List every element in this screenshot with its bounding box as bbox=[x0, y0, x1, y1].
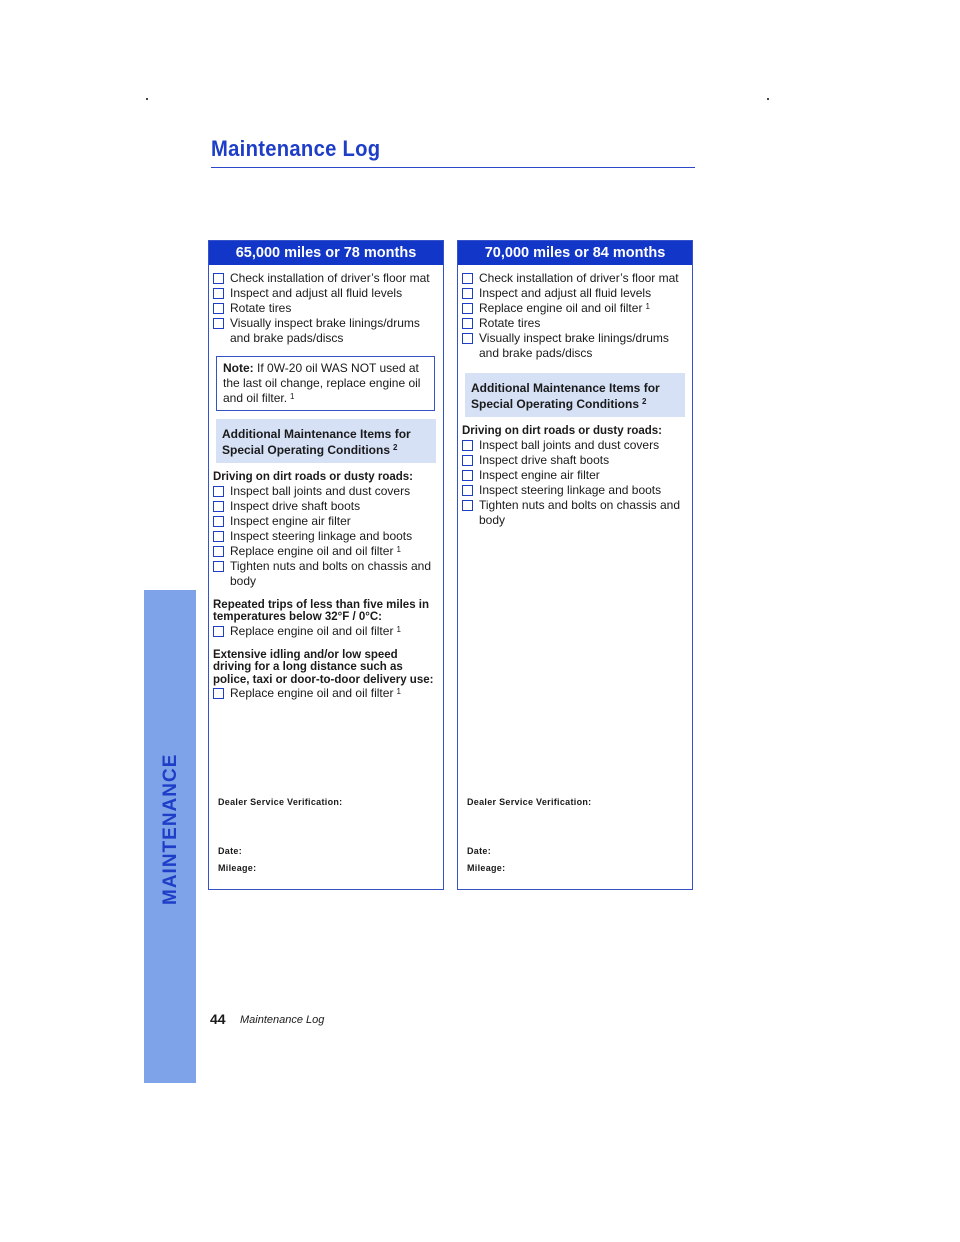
checklist-item bbox=[462, 271, 688, 286]
page-caption: Maintenance Log bbox=[240, 1014, 325, 1026]
checkbox-square-icon[interactable] bbox=[213, 303, 224, 314]
box-body bbox=[209, 265, 443, 701]
date-label: Date: bbox=[467, 846, 492, 856]
checklist-item-text: Replace engine oil and oil filter bbox=[230, 686, 394, 700]
checklist-item-text: Check installation of driver’s floor mat bbox=[230, 271, 430, 285]
maintenance-box-65000 bbox=[208, 240, 444, 890]
page-title: Maintenance Log bbox=[211, 136, 381, 161]
additional-line-1: Additional Maintenance Items for bbox=[222, 427, 411, 441]
checklist-item-text: Inspect engine air filter bbox=[230, 513, 351, 528]
additional-items-banner bbox=[465, 373, 685, 417]
checklist-item-text: Inspect and adjust all fluid levels bbox=[479, 286, 652, 300]
checklist-item-text: Replace engine oil and oil filter bbox=[230, 543, 394, 558]
checkbox-square-icon[interactable] bbox=[213, 486, 224, 497]
box-header: 70,000 miles or 84 months bbox=[458, 241, 692, 265]
checklist-item bbox=[462, 316, 688, 331]
checklist-item bbox=[213, 271, 439, 286]
additional-items-banner bbox=[216, 419, 436, 463]
title-divider bbox=[211, 167, 695, 168]
maintenance-box-70000 bbox=[457, 240, 693, 890]
checklist-item-text: Visually inspect brake linings/drums and brake pads/discs bbox=[479, 331, 669, 360]
footnote-ref: 1 bbox=[396, 624, 401, 634]
checkbox-square-icon[interactable] bbox=[213, 546, 224, 557]
checklist-item bbox=[462, 286, 688, 301]
checklist-item bbox=[462, 438, 688, 453]
condition-checklist bbox=[213, 686, 439, 701]
checklist-item bbox=[213, 686, 439, 701]
crop-mark-left bbox=[146, 98, 148, 100]
checkbox-square-icon[interactable] bbox=[462, 485, 473, 496]
condition-heading: Driving on dirt roads or dusty roads: bbox=[462, 425, 662, 437]
checklist-item bbox=[213, 316, 439, 346]
checkbox-square-icon[interactable] bbox=[213, 626, 224, 637]
checklist-item-text: Inspect steering linkage and boots bbox=[479, 482, 662, 497]
checkbox-square-icon[interactable] bbox=[213, 561, 224, 572]
checkbox-square-icon[interactable] bbox=[213, 501, 224, 512]
footnote-ref: 1 bbox=[396, 544, 401, 554]
checklist-item-text: Inspect and adjust all fluid levels bbox=[230, 286, 403, 300]
footnote-ref: 1 bbox=[290, 392, 295, 401]
date-label: Date: bbox=[218, 846, 243, 856]
checklist-item-text: Inspect drive shaft boots bbox=[479, 452, 610, 467]
checkbox-square-icon[interactable] bbox=[213, 531, 224, 542]
dealer-verification-label: Dealer Service Verification: bbox=[467, 797, 592, 807]
checklist-item bbox=[213, 286, 439, 301]
checklist-item-text: Inspect drive shaft boots bbox=[230, 498, 361, 513]
checklist-item bbox=[213, 544, 439, 559]
crop-mark-right bbox=[767, 98, 769, 100]
checkbox-square-icon[interactable] bbox=[462, 455, 473, 466]
checkbox-square-icon[interactable] bbox=[462, 500, 473, 511]
footnote-ref: 2 bbox=[642, 397, 647, 406]
checklist-item-text: Replace engine oil and oil filter bbox=[230, 623, 394, 638]
box-body bbox=[458, 265, 692, 528]
checkbox-square-icon[interactable] bbox=[462, 318, 473, 329]
checklist-item-text: Inspect engine air filter bbox=[479, 467, 600, 482]
checklist-item-text: Tighten nuts and bolts on chassis and body bbox=[479, 497, 681, 527]
checklist-item-text: Replace engine oil and oil filter bbox=[479, 301, 643, 315]
checkbox-square-icon[interactable] bbox=[462, 470, 473, 481]
condition-checklist bbox=[213, 484, 439, 589]
checklist-item-text: Rotate tires bbox=[230, 301, 292, 315]
checkbox-square-icon[interactable] bbox=[462, 440, 473, 451]
checklist-item-text: Tighten nuts and bolts on chassis and body bbox=[230, 558, 432, 588]
service-checklist bbox=[462, 271, 688, 361]
checklist-item bbox=[462, 498, 688, 528]
checklist-item bbox=[213, 499, 439, 514]
service-checklist bbox=[213, 271, 439, 346]
checklist-item bbox=[462, 468, 688, 483]
condition-checklist bbox=[462, 438, 688, 528]
side-tab-label: MAINTENANCE bbox=[160, 753, 181, 905]
checklist-item bbox=[213, 301, 439, 316]
checkbox-square-icon[interactable] bbox=[213, 273, 224, 284]
footnote-ref: 1 bbox=[396, 687, 401, 696]
checkbox-square-icon[interactable] bbox=[213, 516, 224, 527]
side-tab-label-wrapper bbox=[160, 753, 181, 925]
checklist-item-text: Check installation of driver’s floor mat bbox=[479, 271, 679, 285]
checklist-item bbox=[213, 484, 439, 499]
checkbox-square-icon[interactable] bbox=[462, 273, 473, 284]
note-text: If 0W-20 oil WAS NOT used at the last oil change, replace engine oil and oil filter. bbox=[223, 361, 421, 405]
condition-heading: Repeated trips of less than five miles in temperatures below 32°F / 0°C: bbox=[213, 598, 430, 623]
checklist-item bbox=[462, 483, 688, 498]
checklist-item-text: Rotate tires bbox=[479, 316, 541, 330]
oil-note bbox=[216, 356, 435, 411]
checklist-item bbox=[462, 301, 688, 316]
checklist-item-text: Visually inspect brake linings/drums and brake pads/discs bbox=[230, 316, 420, 345]
box-header: 65,000 miles or 78 months bbox=[209, 241, 443, 265]
condition-checklist bbox=[213, 624, 439, 639]
footnote-ref: 2 bbox=[393, 443, 398, 452]
condition-heading: Driving on dirt roads or dusty roads: bbox=[213, 471, 413, 483]
checkbox-square-icon[interactable] bbox=[462, 333, 473, 344]
dealer-verification-label: Dealer Service Verification: bbox=[218, 797, 343, 807]
checklist-item-text: Inspect steering linkage and boots bbox=[230, 528, 413, 543]
checklist-item-text: Inspect ball joints and dust covers bbox=[230, 483, 411, 498]
additional-line-2: Special Operating Conditions bbox=[471, 397, 640, 411]
checkbox-square-icon[interactable] bbox=[213, 288, 224, 299]
checkbox-square-icon[interactable] bbox=[213, 688, 224, 699]
checklist-item bbox=[462, 453, 688, 468]
note-label: Note: bbox=[223, 361, 254, 375]
checkbox-square-icon[interactable] bbox=[462, 303, 473, 314]
checklist-item bbox=[213, 559, 439, 589]
condition-heading: Extensive idling and/or low speed driving for a long distance such as police, taxi or door-to-door delivery use: bbox=[213, 648, 434, 686]
checkbox-square-icon[interactable] bbox=[213, 318, 224, 329]
checklist-item bbox=[213, 529, 439, 544]
checklist-item bbox=[213, 624, 439, 639]
checklist-item bbox=[462, 331, 688, 361]
checklist-item bbox=[213, 514, 439, 529]
page-number: 44 bbox=[210, 1011, 226, 1027]
mileage-label: Mileage: bbox=[467, 863, 506, 873]
footnote-ref: 1 bbox=[645, 302, 650, 311]
additional-line-2: Special Operating Conditions bbox=[222, 443, 391, 457]
checkbox-square-icon[interactable] bbox=[462, 288, 473, 299]
additional-line-1: Additional Maintenance Items for bbox=[471, 381, 660, 395]
mileage-label: Mileage: bbox=[218, 863, 257, 873]
checklist-item-text: Inspect ball joints and dust covers bbox=[479, 437, 660, 452]
